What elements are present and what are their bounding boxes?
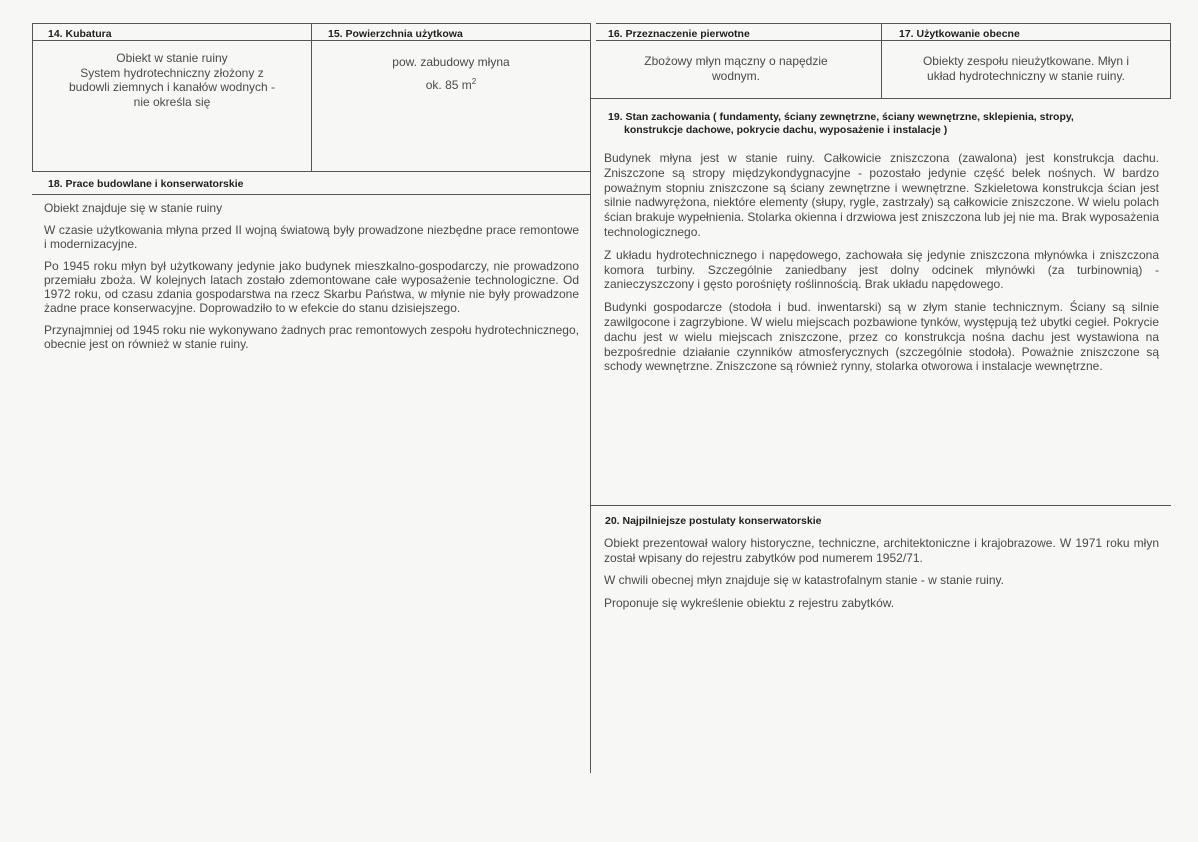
divider-14-15 <box>311 23 312 171</box>
powierzchnia-header: 15. Powierzchnia użytkowa <box>328 28 463 40</box>
kubatura-header: 14. Kubatura <box>48 28 112 40</box>
przeznaczenie-header: 16. Przeznaczenie pierwotne <box>608 28 750 40</box>
prace-body <box>44 201 579 359</box>
stan-paragraph-2: Z układu hydrotechnicznego i napędowego, zachowała się jedynie zniszczona młynówka i zniszczona komora turbiny. Szczególnie zaniedbany jest dolny odcinek młynówki (za turbinownią) - zanieczyszczony i gęsto porośnięty roślinnością. Brak układu napędowego. <box>604 247 1159 292</box>
prace-paragraph-3: Po 1945 roku młyn był użytkowany jedynie jako budynek mieszkalno-gospodarczy, nie prowadzono przemiału zboża. W kolejnych latach zostało zdemontowane całe wyposażenie technologiczne. Od 1972 roku, od czasu zdania gospodarstwa na rzecz Skarbu Państwa, w młynie nie były prowadzone żadne prace konserwacyjne. Doprowadziło to w efekcie do stanu dzisiejszego. <box>44 259 579 315</box>
kubatura-line-2: System hydrotechniczny złożony z <box>80 65 264 80</box>
frame-right <box>1170 23 1171 98</box>
prace-header: 18. Prace budowlane i konserwatorskie <box>48 178 244 190</box>
uzytkowanie-header: 17. Użytkowanie obecne <box>899 28 1020 40</box>
postulaty-paragraph-1: Obiekt prezentował walory historyczne, techniczne, architektoniczne i krajobrazowe. W 1971 roku młyn został wpisany do rejestru zabytków pod numerem 1952/71. <box>604 536 1159 565</box>
stan-header-line-2: konstrukcje dachowe, pokrycie dachu, wyposażenie i instalacje ) <box>624 124 948 136</box>
postulaty-header: 20. Najpilniejsze postulaty konserwatorskie <box>605 515 822 527</box>
kubatura-line-4: nie określa się <box>133 94 211 109</box>
uzytkowanie-line-1: Obiekty zespołu nieużytkowane. Młyn i <box>922 54 1130 68</box>
frame-top-right <box>596 23 1170 24</box>
kubatura-text <box>33 51 311 109</box>
rule-14-header <box>32 40 590 41</box>
stan-header <box>608 111 1074 137</box>
uzytkowanie-text <box>882 54 1170 83</box>
kubatura-line-3: budowli ziemnych i kanałów wodnych - <box>68 80 276 94</box>
powierzchnia-line-1: pow. zabudowy młyna <box>392 55 510 69</box>
rule-16-header <box>596 40 1170 41</box>
uzytkowanie-line-2: układ hydrotechniczny w stanie ruiny. <box>927 68 1125 83</box>
rule-20-top <box>590 505 1171 506</box>
rule-19-top <box>590 98 1171 99</box>
prace-paragraph-1: Obiekt znajduje się w stanie ruiny <box>44 201 223 215</box>
powierzchnia-text <box>312 53 590 95</box>
rule-18-header <box>32 194 590 195</box>
powierzchnia-value: ok. 85 m <box>425 78 472 92</box>
stan-paragraph-3: Budynki gospodarcze (stodoła i bud. inwentarski) są w złym stanie technicznym. Ściany są silnie zawilgocone i zagrzybione. W wielu miejscach pozbawione tynków, występują też ubytki cegieł. Pokrycie dachu jest w wielu miejscach zniszczone, przez co konstrukcja nośna dachu jest wystawiona na bezpośrednie działanie czynników atmosferycznych (szczególnie stodoła). Poważnie zniszczone są schody wewnętrzne. Zniszczone są również rynny, stolarka otworowa i instalacje wewnętrzne. <box>604 300 1159 374</box>
prace-paragraph-4: Przynajmniej od 1945 roku nie wykonywano żadnych prac remontowych zespołu hydrotechnicznego, obecnie jest on również w stanie ruiny. <box>44 323 579 351</box>
postulaty-paragraph-2: W chwili obecnej młyn znajduje się w katastrofalnym stanie - w stanie ruiny. <box>604 573 1004 587</box>
przeznaczenie-line-2: wodnym. <box>711 68 761 83</box>
stan-header-line-1: 19. Stan zachowania ( fundamenty, ściany zewnętrzne, ściany wewnętrzne, sklepienia, stropy, <box>608 111 1074 123</box>
stan-body <box>604 151 1159 382</box>
rule-18-top <box>32 171 590 172</box>
kubatura-line-1: Obiekt w stanie ruiny <box>116 51 228 65</box>
postulaty-paragraph-3: Proponuje się wykreślenie obiektu z rejestru zabytków. <box>604 595 895 610</box>
przeznaczenie-line-1: Zbożowy młyn mączny o napędzie <box>644 54 828 68</box>
prace-paragraph-2: W czasie użytkowania młyna przed II wojną światową były prowadzone niezbędne prace remontowe i modernizacyjne. <box>44 223 579 251</box>
divider-center <box>590 23 591 773</box>
powierzchnia-unit-exp: 2 <box>471 77 477 86</box>
przeznaczenie-text <box>591 54 881 83</box>
powierzchnia-line-2 <box>312 72 590 95</box>
postulaty-body <box>604 536 1159 618</box>
stan-paragraph-1: Budynek młyna jest w stanie ruiny. Całkowicie zniszczona (zawalona) jest konstrukcja dachu. Zniszczone są stropy międzykondygnacyjne - pozostało jedynie część belek nośnych. W bardzo poważnym stopniu zniszczone są ściany zewnętrzne i wewnętrzne. Szkieletowa konstrukcja ścian jest silnie nadwyrężona, niektóre elementy (słupy, rygle, zastrzały) są całkowicie zniszczone. W wielu polach ścian brakuje wypełnienia. Stolarka okienna i drzwiowa jest zniszczona lub jej nie ma. Brak wyposażenia technologicznego. <box>604 151 1159 239</box>
